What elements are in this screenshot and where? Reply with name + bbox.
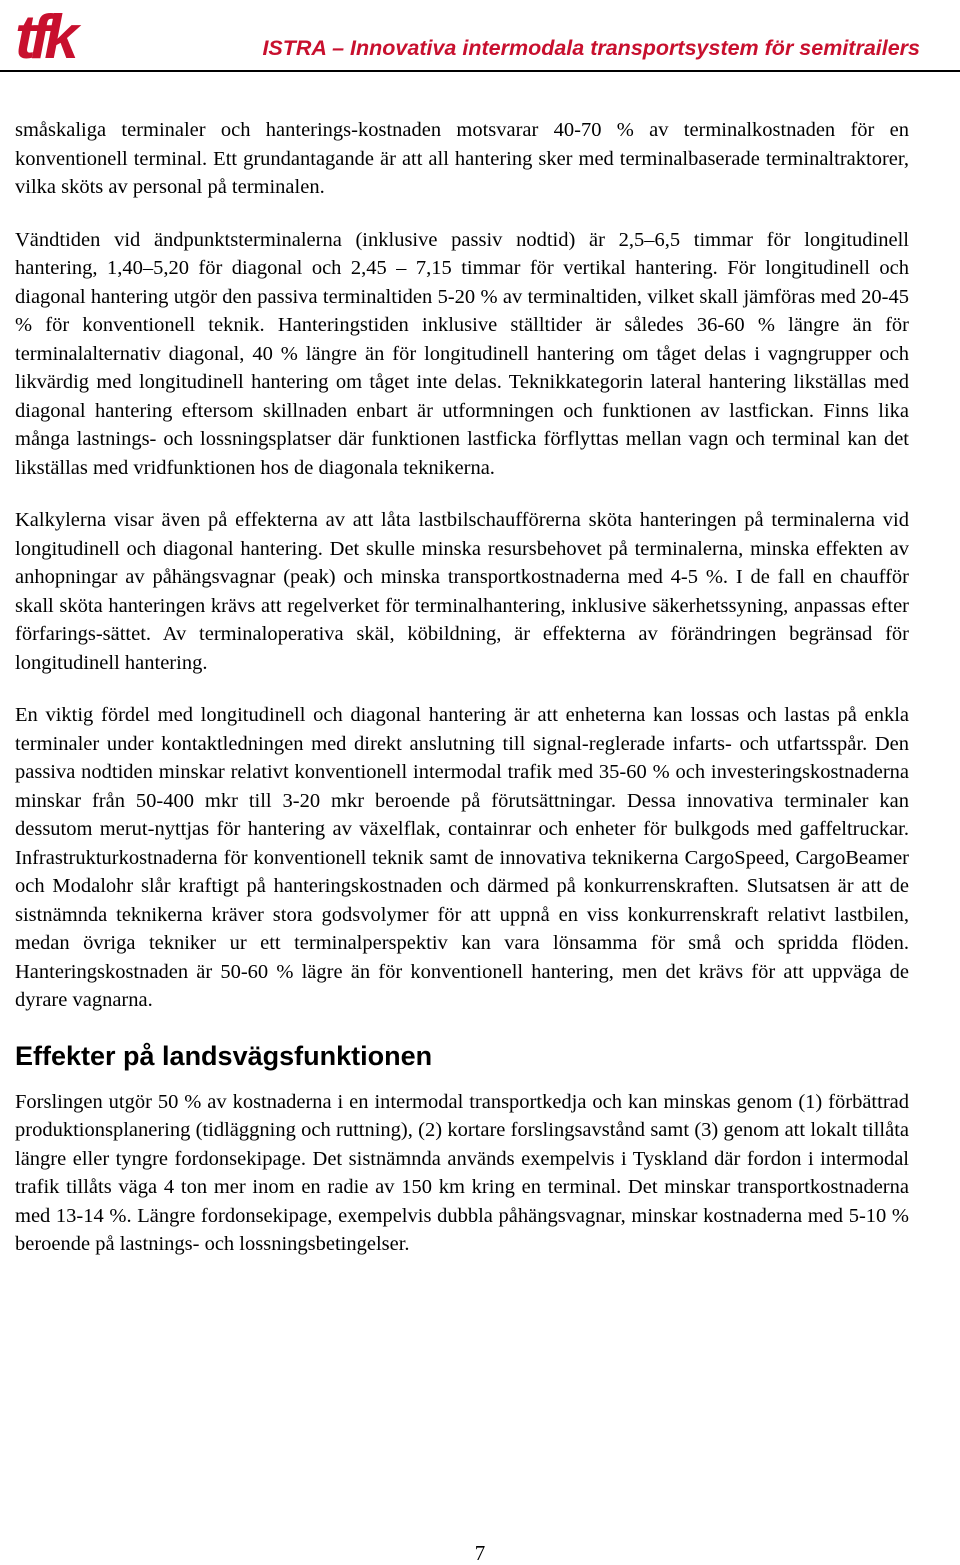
page-content <box>15 116 909 1283</box>
paragraph-4: En viktig fördel med longitudinell och diagonal hantering är att enheterna kan lossas och lastas på enkla terminaler under kontaktledningen med direkt anslutning till signal-reglerade infarts- och utfartsspår. Den passiva nodtiden minskar relativt konventionell intermodal trafik med 35-60 % och investeringskostnaderna minskar från 50-400 mkr till 3-20 mkr beroende på förutsättningar. Dessa innovativa terminaler kan dessutom merut-nyttjas för hantering av växelflak, containrar och enheter för bulkgods med gaffeltruckar. Infrastrukturkostnaderna för konventionell teknik samt de innovativa teknikerna CargoSpeed, CargoBeamer och Modalohr slår kraftigt på hanteringskostnaden och därmed på konkurrenskraften. Slutsatsen är att de sistnämnda teknikerna kräver stora godsvolymer för att uppnå en viss konkurrenskraft relativt lastbilen, medan övriga tekniker ur ett terminalperspektiv kan vara lönsamma för små och spridda flöden. Hanteringskostnaden är 50-60 % lägre än för konventionell hantering, men det krävs för att uppväga de dyrare vagnarna. <box>15 704 909 1011</box>
svg-text:tfk: tfk <box>15 6 73 64</box>
paragraph-2: Vändtiden vid ändpunktsterminalerna (inklusive passiv nodtid) är 2,5–6,5 timmar för longitudinell hantering, 1,40–5,20 för diagonal och 2,45 – 7,15 timmar för vertikal hantering. För longitudinell och diagonal hantering utgör den passiva terminaltiden 5-20 % av terminaltiden, vilket skall jämföras med 20-45 % för konventionell teknik. Hanteringstiden inklusive ställtider är således 36-60 % längre än för terminalalternativ diagonal, 40 % längre än för longitudinell hantering om tåget delas i vagngrupper och likvärdig med longitudinell hantering om tåget inte delas. Teknikkategorin lateral hantering likställas med diagonal hantering eftersom skillnaden enbart är utformningen och funktionen av lastfickan. Finns lika många lastnings- och lossningsplatser där funktionen lastficka förflyttas mellan vagn och terminal kan det likställas med vridfunktionen hos de diagonala teknikerna. <box>15 228 909 479</box>
page-header <box>0 0 960 72</box>
section-heading: Effekter på landsvägsfunktionen <box>15 1040 433 1071</box>
tfk-logo <box>15 6 107 64</box>
paragraph-3: Kalkylerna visar även på effekterna av att låta lastbilschaufförerna sköta hanteringen på terminalerna vid longitudinell och diagonal hantering. Det skulle minska resursbehovet på terminalerna, minska effekten av anhopningar av påhängsvagnar (peak) och minska transportkostnaderna med 4-5 %. I de fall en chaufför skall sköta hanteringen krävs att regelverket för terminalhantering, inklusive säkerhetssyning, anpassas efter förfarings-sättet. Av terminaloperativa skäl, köbildning, är effekterna av förändringen begränsad för longitudinell hantering. <box>15 509 909 674</box>
document-title: ISTRA – Innovativa intermodala transportsystem för semitrailers <box>262 36 920 60</box>
page-number: 7 <box>474 1541 486 1565</box>
header-divider <box>0 70 960 72</box>
section-paragraph: Forslingen utgör 50 % av kostnaderna i en intermodal transportkedja och kan minskas genom (1) förbättrad produktionsplanering (tidläggning och ruttning), (2) kortare forslingsavstånd samt (3) genom att lokalt tillåta längre eller tyngre fordonsekipage. Det sistnämnda används exempelvis i Tyskland där fordon i intermodal trafik tillåts väga 4 ton mer inom en radie av 150 km kring en terminal. Det minskar transportkostnaderna med 13-14 %. Längre fordonsekipage, exempelvis dubbla påhängsvagnar, minskar kostnaderna med 5-10 % beroende på lastnings- och lossningsbetingelser. <box>15 1090 909 1255</box>
paragraph-1: småskaliga terminaler och hanterings-kostnaden motsvarar 40-70 % av terminalkostnaden för en konventionell terminal. Ett grundantagande är att all hantering sker med terminalbaserade terminaltraktorer, vilka sköts av personal på terminalen. <box>15 119 909 198</box>
